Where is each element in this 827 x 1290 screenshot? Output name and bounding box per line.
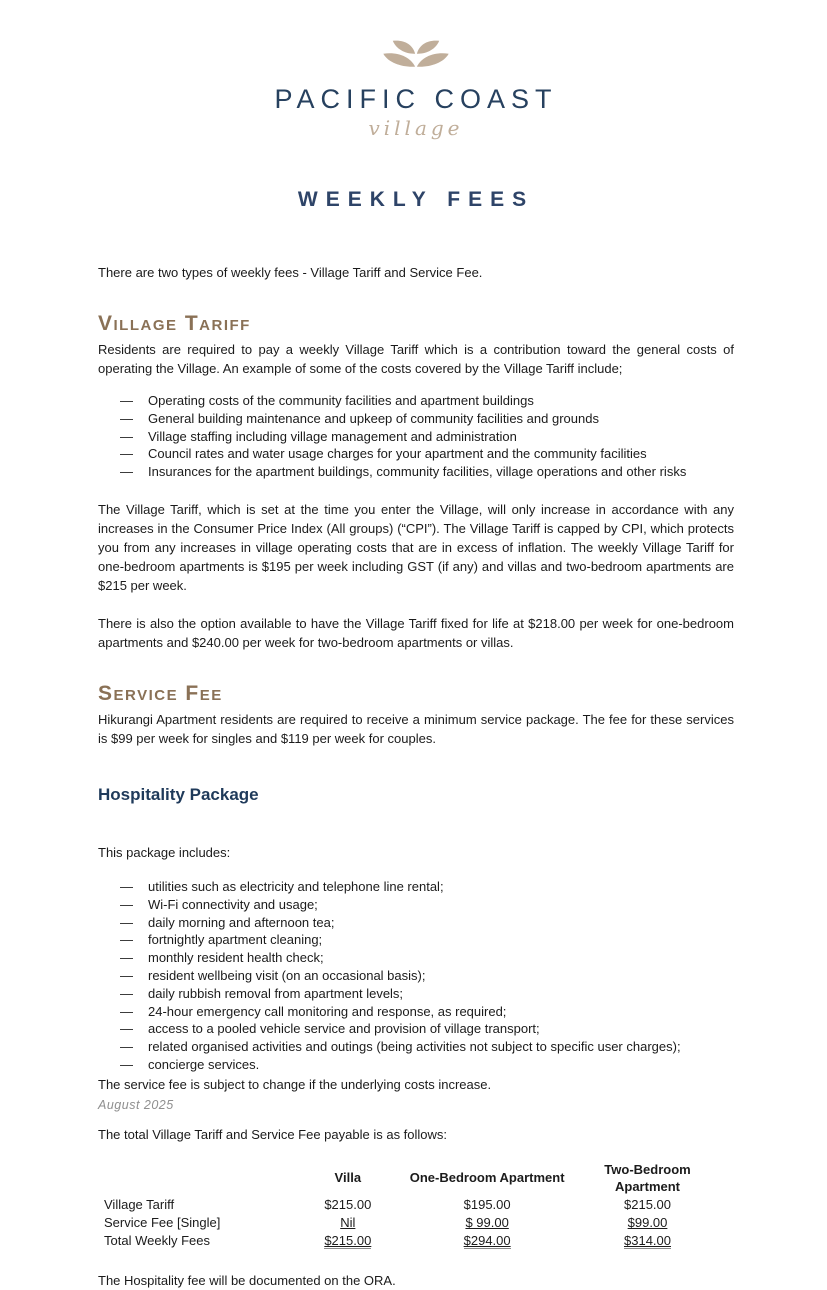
- logo-brand-text: PACIFIC COAST: [274, 84, 558, 114]
- table-row-service-fee: [104, 1214, 724, 1232]
- list-item-text: monthly resident health check;: [148, 950, 324, 966]
- list-item: [120, 1038, 734, 1056]
- dash-marker: —: [120, 393, 133, 408]
- list-item-text: Council rates and water usage charges for your apartment and the community facilities: [148, 446, 647, 462]
- fees-table: [104, 1161, 724, 1250]
- row-label: Service Fee [Single]: [104, 1214, 221, 1230]
- total-fees-intro: The total Village Tariff and Service Fee payable is as follows:: [98, 1126, 448, 1142]
- dash-marker: —: [120, 1056, 133, 1072]
- list-item-text: Wi-Fi connectivity and usage;: [148, 896, 318, 912]
- cell-value: $215.00: [324, 1232, 372, 1248]
- list-item-text: resident wellbeing visit (on an occasional basis);: [148, 967, 426, 983]
- dash-marker: —: [120, 446, 133, 462]
- list-item: [120, 949, 734, 967]
- dash-marker: —: [120, 1003, 133, 1019]
- list-item-text: utilities such as electricity and telephone line rental;: [148, 878, 444, 894]
- footer-date: August 2025: [98, 1098, 174, 1112]
- page-title: WEEKLY FEES: [297, 188, 535, 211]
- cell-value: $215.00: [324, 1196, 372, 1212]
- cell-value: $314.00: [624, 1232, 671, 1248]
- dash-marker: —: [120, 428, 133, 444]
- dash-marker: —: [120, 967, 133, 983]
- logo: [98, 38, 734, 141]
- list-item-text: Operating costs of the community facilities and apartment buildings: [148, 393, 534, 408]
- package-intro: This package includes:: [98, 844, 231, 860]
- hospitality-package-list: [98, 878, 734, 1074]
- dash-marker: —: [120, 914, 133, 930]
- dash-marker: —: [120, 1021, 133, 1037]
- list-item-text: Insurances for the apartment buildings, community facilities, village operations and other risks: [148, 464, 687, 480]
- column-header-villa: Villa: [334, 1170, 362, 1186]
- dash-marker: —: [120, 932, 133, 948]
- list-item: [120, 463, 734, 481]
- village-tariff-paragraph-2: There is also the option available to have the Village Tariff fixed for life at $218.00 per week for one-bedroom apartments and $240.00 per week for two-bedroom apartments or villas.: [98, 615, 734, 650]
- list-item-text: Village staffing including village management and administration: [148, 428, 517, 444]
- table-row-total-weekly-fees: [104, 1232, 724, 1250]
- service-fee-heading: Service Fee: [98, 681, 223, 705]
- hospitality-footnote: The Hospitality fee will be documented on the ORA.: [98, 1272, 396, 1288]
- list-item-text: daily morning and afternoon tea;: [148, 914, 335, 930]
- table-row-village-tariff: [104, 1196, 724, 1214]
- column-header-one-bedroom: One-Bedroom Apartment: [409, 1170, 565, 1186]
- list-item-text: 24-hour emergency call monitoring and response, as required;: [148, 1003, 507, 1019]
- dash-marker: —: [120, 878, 133, 894]
- village-tariff-heading: Village Tariff: [98, 312, 251, 335]
- list-item: [120, 1003, 734, 1021]
- village-tariff-lead: Residents are required to pay a weekly Village Tariff which is a contribution toward the general costs of operating the Village. An example of some of the costs covered by the Village Tariff include;: [98, 342, 734, 376]
- dash-marker: —: [120, 896, 133, 912]
- list-item: [120, 878, 734, 896]
- dash-marker: —: [120, 410, 133, 426]
- dash-marker: —: [120, 950, 133, 966]
- cell-value: $ 99.00: [465, 1214, 509, 1230]
- village-tariff-list: [98, 392, 734, 481]
- logo-script-text: village: [368, 116, 464, 140]
- list-item: [120, 1020, 734, 1038]
- list-item: [120, 410, 734, 428]
- list-item: [120, 428, 734, 446]
- row-label: Village Tariff: [104, 1196, 175, 1212]
- list-item: [120, 392, 734, 410]
- list-item: [120, 1056, 734, 1074]
- list-item: [120, 445, 734, 463]
- list-item-text: concierge services.: [148, 1056, 260, 1072]
- column-header-two-bedroom: Two-Bedroom Apartment: [604, 1161, 691, 1194]
- service-fee-note: The service fee is subject to change if the underlying costs increase.: [98, 1076, 492, 1092]
- list-item: [120, 985, 734, 1003]
- cell-value: $195.00: [463, 1196, 511, 1212]
- table-header-row: [104, 1161, 724, 1196]
- cell-value: Nil: [340, 1214, 356, 1230]
- logo-wings-icon: [373, 38, 459, 78]
- dash-marker: —: [120, 464, 133, 480]
- list-item-text: daily rubbish removal from apartment levels;: [148, 985, 404, 1001]
- intro-paragraph: There are two types of weekly fees - Village Tariff and Service Fee.: [98, 265, 483, 280]
- row-label: Total Weekly Fees: [104, 1232, 210, 1248]
- cell-value: $99.00: [627, 1214, 668, 1230]
- list-item-text: General building maintenance and upkeep of community facilities and grounds: [148, 410, 599, 426]
- list-item: [120, 931, 734, 949]
- list-item: [120, 967, 734, 985]
- dash-marker: —: [120, 1039, 133, 1055]
- village-tariff-paragraph-1: The Village Tariff, which is set at the time you enter the Village, will only increase in accordance with any increases in the Consumer Price Index (All groups) (“CPI”). The Village Tariff is capped by CPI, which protects you from any increases in village operating costs that are in excess of inflation. The weekly Village Tariff for one-bedroom apartments is $195 per week including GST (if any) and villas and two-bedroom apartments are $215 per week.: [98, 501, 734, 593]
- cell-value: $215.00: [624, 1196, 671, 1212]
- list-item-text: related organised activities and outings (being activities not subject to specific user charges);: [148, 1039, 681, 1055]
- list-item-text: access to a pooled vehicle service and provision of village transport;: [148, 1021, 540, 1037]
- column-header-blank: [104, 1161, 292, 1196]
- service-fee-lead: Hikurangi Apartment residents are required to receive a minimum service package. The fee for these services is $99 per week for singles and $119 per week for couples.: [98, 711, 734, 746]
- dash-marker: —: [120, 985, 133, 1001]
- hospitality-package-heading: Hospitality Package: [98, 784, 259, 804]
- list-item-text: fortnightly apartment cleaning;: [148, 932, 323, 948]
- cell-value: $294.00: [463, 1232, 511, 1248]
- list-item: [120, 914, 734, 932]
- list-item: [120, 896, 734, 914]
